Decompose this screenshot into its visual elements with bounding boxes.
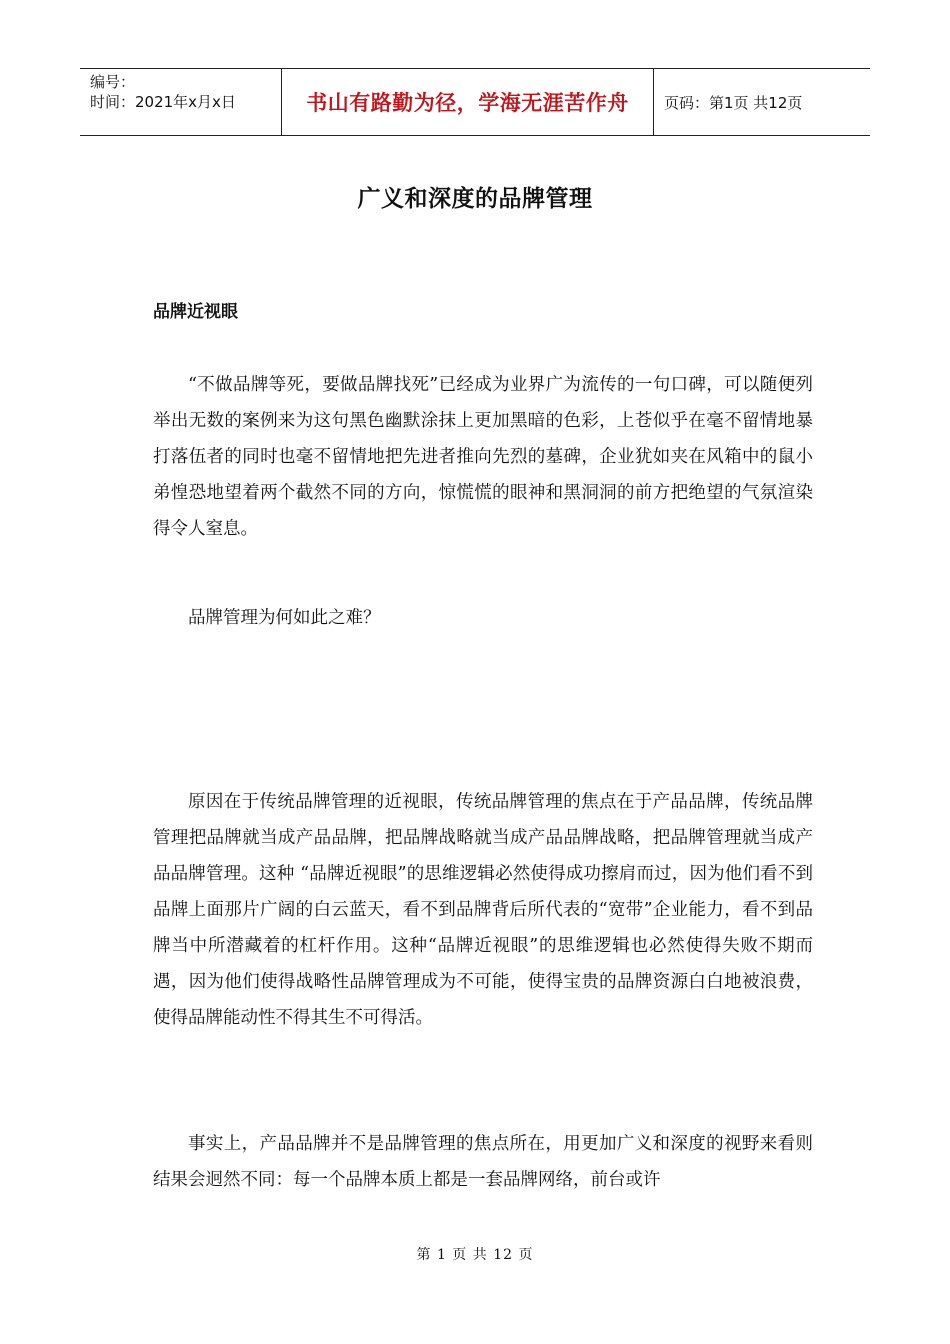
header-meta (80, 69, 282, 135)
paragraph-1: “不做品牌等死，要做品牌找死”已经成为业界广为流传的一句口碑，可以随便列举出无数的案例来为这句黑色幽默涂抹上更加黑暗的色彩，上苍似乎在毫不留情地暴打落伍者的同时也毫不留情地把先进者推向先烈的墓碑，企业犹如夹在风箱中的鼠小弟惶恐地望着两个截然不同的方向，惊慌慌的眼神和黑洞洞的前方把绝望的气氛渲染得令人窒息。 (153, 375, 813, 539)
page-footer: 第 1 页 共 12 页 (416, 1247, 534, 1263)
section-heading: 品牌近视眼 (153, 302, 238, 322)
paragraph-3: 原因在于传统品牌管理的近视眼，传统品牌管理的焦点在于产品品牌，传统品牌管理把品牌就当成产品品牌，把品牌战略就当成产品品牌战略，把品牌管理就当成产品品牌管理。这种 “品牌近视眼”的思维逻辑必然使得成功擦肩而过，因为他们看不到品牌上面那片广阔的白云蓝天，看不到品牌背后所代表的“宽带”企业能力，看不到品牌当中所潜藏着的杠杆作用。这种“品牌近视眼”的思维逻辑也必然使得失败不期而遇，因为他们使得战略性品牌管理成为不可能，使得宝贵的品牌资源白白地被浪费，使得品牌能动性不得其生不可得活。 (153, 792, 813, 1028)
page-header (80, 68, 870, 136)
header-motto: 书山有路勤为径，学海无涯苦作舟 (282, 69, 654, 135)
date-label: 时间：2021年x月x日 (90, 93, 236, 111)
doc-number-label: 编号： (90, 73, 136, 91)
document-title: 广义和深度的品牌管理 (357, 186, 593, 212)
paragraph-2: 品牌管理为何如此之难？ (188, 608, 381, 628)
paragraph-4: 事实上，产品品牌并不是品牌管理的焦点所在，用更加广义和深度的视野来看则结果会迥然不同：每一个品牌本质上都是一套品牌网络，前台或许 (153, 1134, 813, 1190)
header-page-info: 页码：第1页 共12页 (664, 93, 803, 112)
